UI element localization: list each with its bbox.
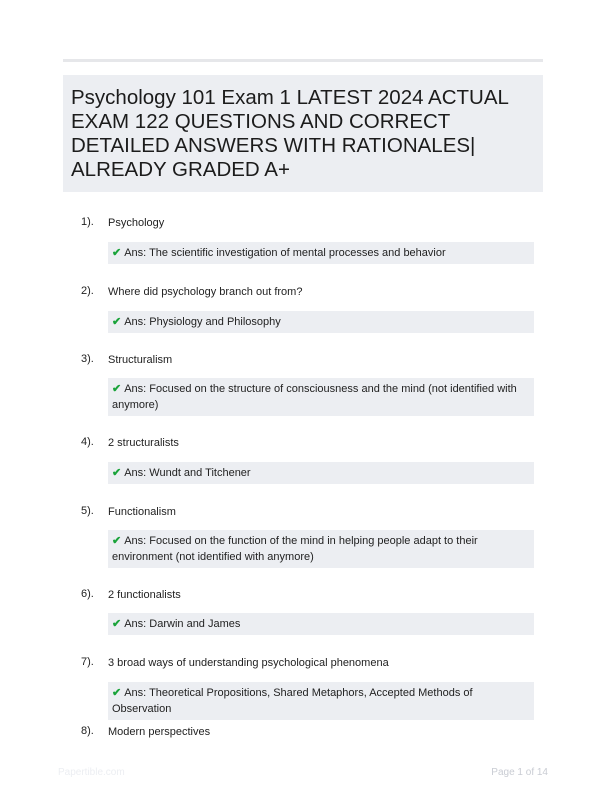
question-text: Where did psychology branch out from? bbox=[108, 286, 303, 298]
checkmark-icon: ✔ bbox=[112, 467, 122, 479]
question-number: 3). bbox=[81, 353, 94, 365]
answer-text: Ans: Focused on the function of the mind in helping people adapt to their environment (not identified with anymore) bbox=[112, 535, 478, 563]
answer-text: Ans: Wundt and Titchener bbox=[124, 467, 251, 479]
checkmark-icon: ✔ bbox=[112, 383, 122, 395]
question-number: 8). bbox=[81, 725, 94, 737]
question-number: 1). bbox=[81, 216, 94, 228]
answer-text: Ans: The scientific investigation of mental processes and behavior bbox=[124, 247, 446, 259]
question-text: Functionalism bbox=[108, 506, 176, 518]
question-text: 3 broad ways of understanding psychological phenomena bbox=[108, 657, 389, 669]
answer-text: Ans: Darwin and James bbox=[124, 618, 241, 630]
checkmark-icon: ✔ bbox=[112, 535, 122, 547]
page-number: Page 1 of 14 bbox=[491, 767, 548, 778]
question-text: Modern perspectives bbox=[108, 726, 211, 738]
answer-text: Ans: Focused on the structure of consciousness and the mind (not identified with anymore) bbox=[112, 383, 517, 411]
top-divider bbox=[63, 59, 543, 62]
checkmark-icon: ✔ bbox=[112, 316, 122, 328]
checkmark-icon: ✔ bbox=[112, 247, 122, 259]
question-number: 7). bbox=[81, 656, 94, 668]
checkmark-icon: ✔ bbox=[112, 687, 122, 699]
question-text: Psychology bbox=[108, 217, 165, 229]
answer-box bbox=[108, 462, 534, 484]
checkmark-icon: ✔ bbox=[112, 618, 122, 630]
question-text: Structuralism bbox=[108, 354, 173, 366]
answer-box bbox=[108, 378, 534, 416]
document-title: Psychology 101 Exam 1 LATEST 2024 ACTUAL EXAM 122 QUESTIONS AND CORRECT DETAILED ANSWERS WITH RATIONALES| ALREADY GRADED A+ bbox=[71, 86, 509, 181]
question-number: 4). bbox=[81, 436, 94, 448]
question-text: 2 structuralists bbox=[108, 437, 179, 449]
answer-box bbox=[108, 242, 534, 264]
question-number: 5). bbox=[81, 505, 94, 517]
answer-box bbox=[108, 682, 534, 720]
question-number: 6). bbox=[81, 588, 94, 600]
answer-text: Ans: Theoretical Propositions, Shared Metaphors, Accepted Methods of Observation bbox=[112, 687, 473, 715]
title-banner bbox=[63, 75, 543, 192]
answer-box bbox=[108, 311, 534, 333]
question-text: 2 functionalists bbox=[108, 589, 181, 601]
answer-text: Ans: Physiology and Philosophy bbox=[124, 316, 281, 328]
answer-box bbox=[108, 530, 534, 568]
answer-box bbox=[108, 613, 534, 635]
footer-watermark: Papertible.com bbox=[58, 767, 125, 778]
question-number: 2). bbox=[81, 285, 94, 297]
